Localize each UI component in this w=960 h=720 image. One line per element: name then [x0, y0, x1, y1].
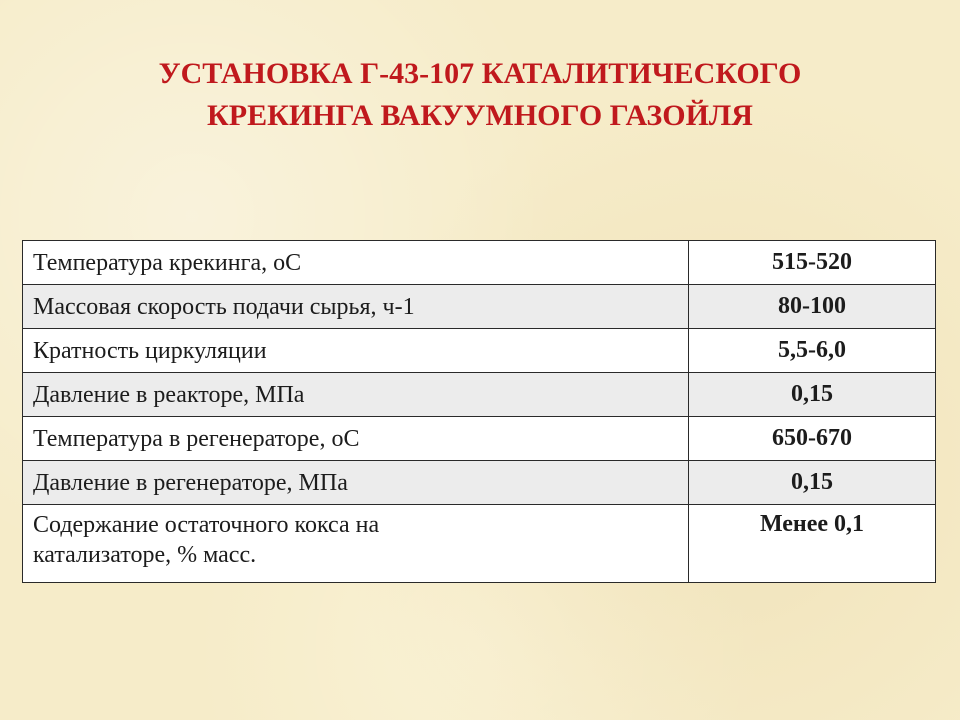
parameter-value: 0,15 — [689, 461, 936, 505]
table-row — [23, 461, 936, 505]
table-row — [23, 373, 936, 417]
parameter-value: 650-670 — [689, 417, 936, 461]
parameter-name-line-1: Содержание остаточного кокса на — [33, 512, 380, 538]
table-row — [23, 329, 936, 373]
table-row — [23, 417, 936, 461]
parameter-value: 515-520 — [689, 241, 936, 285]
table-row — [23, 505, 936, 583]
parameter-name: Температура в регенераторе, оС — [23, 417, 689, 461]
parameter-value: 5,5-6,0 — [689, 329, 936, 373]
parameter-name — [23, 505, 689, 583]
slide-title-line-1: УСТАНОВКА Г-43-107 КАТАЛИТИЧЕСКОГО — [158, 57, 802, 90]
parameter-value: 0,15 — [689, 373, 936, 417]
parameter-name: Температура крекинга, оС — [23, 241, 689, 285]
parameters-table — [22, 240, 936, 583]
parameter-name-line-2: катализаторе, % масс. — [33, 542, 257, 568]
parameter-value: Менее 0,1 — [689, 505, 936, 583]
parameter-name: Кратность циркуляции — [23, 329, 689, 373]
slide-title — [40, 53, 920, 137]
parameter-name: Давление в регенераторе, МПа — [23, 461, 689, 505]
parameter-name: Массовая скорость подачи сырья, ч-1 — [23, 285, 689, 329]
slide-title-line-2: КРЕКИНГА ВАКУУМНОГО ГАЗОЙЛЯ — [207, 99, 753, 132]
parameter-name: Давление в реакторе, МПа — [23, 373, 689, 417]
table-row — [23, 285, 936, 329]
table-row — [23, 241, 936, 285]
parameter-value: 80-100 — [689, 285, 936, 329]
